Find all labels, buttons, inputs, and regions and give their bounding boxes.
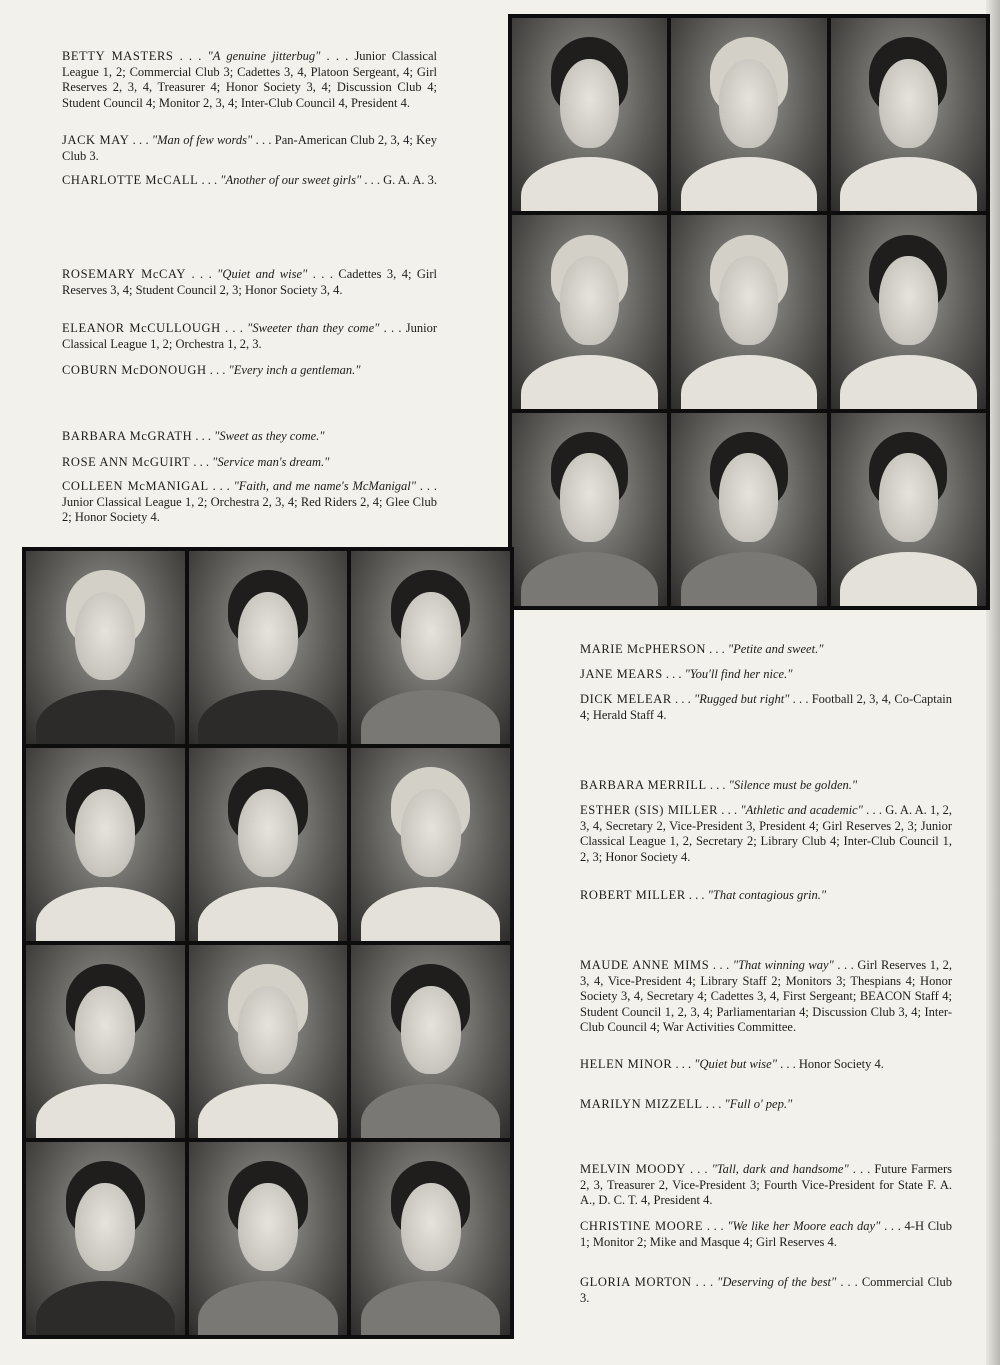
portrait-photo — [351, 1142, 510, 1335]
senior-quote: "Petite and sweet." — [727, 642, 824, 656]
senior-name: BARBARA McGRATH — [62, 429, 193, 443]
senior-quote: "Sweeter than they come" — [247, 321, 380, 335]
senior-name: COBURN McDONOUGH — [62, 363, 207, 377]
portrait-grid-bottom-left — [22, 547, 514, 1339]
senior-entry: DICK MELEAR . . . "Rugged but right" . . . Football 2, 3, 4, Co-Captain 4; Herald Staff 4. — [580, 692, 953, 722]
senior-name: MELVIN MOODY — [580, 1162, 686, 1176]
senior-name: JACK MAY — [62, 133, 130, 147]
senior-entry: ESTHER (SIS) MILLER . . . "Athletic and academic" . . . G. A. A. 1, 2, 3, 4, Secretary 2, Vice-President 3, President 4; Girl Reserves 2, 3; Junior Classical League 1, 2, Secretary 2; Library Club 4; Inter-Club Council 1, 2, 3; Honor Society 4. — [580, 803, 953, 864]
senior-name: CHRISTINE MOORE — [580, 1219, 704, 1233]
senior-activities: Junior Classical League 1, 2; Orchestra 2, 3, 4; Red Riders 2, 4; Glee Club 2; Honor Society 4. — [62, 494, 437, 524]
senior-name: DICK MELEAR — [580, 692, 672, 706]
senior-name: BETTY MASTERS — [62, 49, 174, 63]
senior-entry: HELEN MINOR . . . "Quiet but wise" . . . Honor Society 4. — [580, 1057, 884, 1071]
portrait-photo — [351, 748, 510, 941]
portrait-photo — [189, 945, 348, 1138]
senior-activities: Future Farmers 2, 3, Treasurer 2, Vice-President 3; Fourth Vice-President for State F. A. A., D. C. T. 4, President 4. — [580, 1162, 952, 1207]
senior-entry: ROSEMARY McCAY . . . "Quiet and wise" . . . Cadettes 3, 4; Girl Reserves 3, 4; Student Council 2, 3; Honor Society 3, 4. — [62, 267, 438, 297]
senior-quote: "That contagious grin." — [707, 888, 827, 902]
senior-quote: "Man of few words" — [151, 133, 253, 147]
senior-name: COLLEEN McMANIGAL — [62, 479, 209, 493]
portrait-photo — [831, 413, 986, 606]
senior-name: ROSE ANN McGUIRT — [62, 455, 191, 469]
senior-entry: MELVIN MOODY . . . "Tall, dark and handsome" . . . Future Farmers 2, 3, Treasurer 2, Vice-President 3; Fourth Vice-President for State F. A. A., D. C. T. 4, President 4. — [580, 1162, 952, 1207]
portrait-photo — [189, 551, 348, 744]
senior-quote: "Quiet and wise" — [217, 267, 308, 281]
portrait-photo — [351, 945, 510, 1138]
portrait-photo — [831, 215, 986, 408]
senior-name: ESTHER (SIS) MILLER — [580, 803, 719, 817]
portrait-photo — [512, 18, 667, 211]
senior-entry: MAUDE ANNE MIMS . . . "That winning way" . . . Girl Reserves 1, 2, 3, 4, Vice-President 4; Library Staff 2; Monitors 3; Thespians 4; Honor Society 3, 4, Secretary 4; Cadettes 3, 4, First Sergeant; BEACON Staff 4; Student Council 1, 2, 3, 4; Parliamentarian 4; Discussion Club 3, 4; Inter-Club Council 4; War Activities Committee. — [580, 958, 953, 1034]
portrait-photo — [351, 551, 510, 744]
senior-name: ROBERT MILLER — [580, 888, 686, 902]
senior-name: GLORIA MORTON — [580, 1275, 692, 1289]
senior-activities: Girl Reserves 1, 2, 3, 4, Vice-President 4; Library Staff 2; Monitors 3; Thespians 4; Honor Society 3, 4, Secretary 4; Cadettes 3, 4, First Sergeant; BEACON Staff 4; Student Council 1, 2, 3, 4; Parliamentarian 4; Discussion Club 3, 4; Inter-Club Council 4; War Activities Committee. — [580, 958, 953, 1034]
senior-name: MARILYN MIZZELL — [580, 1097, 703, 1111]
senior-entry: BARBARA McGRATH . . . "Sweet as they come." — [62, 429, 325, 443]
portrait-photo — [671, 413, 826, 606]
senior-activities: G. A. A. 3. — [383, 173, 437, 187]
senior-quote: "Faith, and me name's McManigal" — [233, 479, 417, 493]
senior-quote: "Sweet as they come." — [214, 429, 325, 443]
senior-name: CHARLOTTE McCALL — [62, 173, 199, 187]
senior-activities: Junior Classical League 1, 2; Commercial Club 3; Cadettes 3, 4, Platoon Sergeant, 4; Girl Reserves 2, 3, 4, Treasurer 4; Honor Society 3, 4; Discussion Club 4; Student Council 4; Monitor 2, 3, 4; Inter-Club Council 4, President 4. — [62, 49, 437, 110]
senior-entry: JANE MEARS . . . "You'll find her nice." — [580, 667, 793, 681]
portrait-photo — [512, 413, 667, 606]
senior-activities: Cadettes 3, 4; Girl Reserves 3, 4; Student Council 2, 3; Honor Society 3, 4. — [62, 267, 438, 297]
senior-entry: BETTY MASTERS . . . "A genuine jitterbug" . . . Junior Classical League 1, 2; Commercial Club 3; Cadettes 3, 4, Platoon Sergeant, 4; Girl Reserves 2, 3, 4, Treasurer 4; Honor Society 3, 4; Discussion Club 4; Student Council 4; Monitor 2, 3, 4; Inter-Club Council 4, President 4. — [62, 49, 437, 110]
senior-quote: "Another of our sweet girls" — [220, 173, 362, 187]
senior-entry: CHRISTINE MOORE . . . "We like her Moore each day" . . . 4-H Club 1; Monitor 2; Mike and Masque 4; Girl Reserves 4. — [580, 1219, 952, 1249]
portrait-photo — [189, 748, 348, 941]
senior-name: BARBARA MERRILL — [580, 778, 707, 792]
senior-entry: GLORIA MORTON . . . "Deserving of the best" . . . Commercial Club 3. — [580, 1275, 952, 1305]
senior-name: HELEN MINOR — [580, 1057, 673, 1071]
senior-entry: JACK MAY . . . "Man of few words" . . . Pan-American Club 2, 3, 4; Key Club 3. — [62, 133, 437, 163]
portrait-photo — [512, 215, 667, 408]
portrait-grid-top-right — [508, 14, 990, 610]
senior-quote: "We like her Moore each day" — [727, 1219, 881, 1233]
senior-entry: ROSE ANN McGUIRT . . . "Service man's dream." — [62, 455, 330, 469]
senior-quote: "Quiet but wise" — [694, 1057, 777, 1071]
senior-quote: "Athletic and academic" — [740, 803, 863, 817]
senior-quote: "Service man's dream." — [212, 455, 330, 469]
senior-entry: COBURN McDONOUGH . . . "Every inch a gentleman." — [62, 363, 361, 377]
senior-quote: "That winning way" — [732, 958, 834, 972]
portrait-photo — [831, 18, 986, 211]
senior-name: MARIE McPHERSON — [580, 642, 707, 656]
portrait-photo — [189, 1142, 348, 1335]
senior-name: MAUDE ANNE MIMS — [580, 958, 710, 972]
senior-quote: "Rugged but right" — [694, 692, 790, 706]
senior-activities: Commercial Club 3. — [580, 1275, 952, 1305]
senior-entry: COLLEEN McMANIGAL . . . "Faith, and me name's McManigal" . . . Junior Classical League 1, 2; Orchestra 2, 3, 4; Red Riders 2, 4; Glee Club 2; Honor Society 4. — [62, 479, 438, 524]
senior-quote: "A genuine jitterbug" — [207, 49, 321, 63]
senior-activities: Football 2, 3, 4, Co-Captain 4; Herald Staff 4. — [580, 692, 953, 722]
portrait-photo — [26, 748, 185, 941]
senior-quote: "Tall, dark and handsome" — [711, 1162, 849, 1176]
senior-quote: "Every inch a gentleman." — [228, 363, 361, 377]
portrait-photo — [671, 215, 826, 408]
senior-activities: Junior Classical League 1, 2; Orchestra 1, 2, 3. — [62, 321, 438, 351]
senior-quote: "You'll find her nice." — [684, 667, 793, 681]
senior-entry: ELEANOR McCULLOUGH . . . "Sweeter than they come" . . . Junior Classical League 1, 2; Orchestra 1, 2, 3. — [62, 321, 438, 351]
senior-name: JANE MEARS — [580, 667, 663, 681]
senior-quote: "Full o' pep." — [724, 1097, 793, 1111]
portrait-photo — [26, 1142, 185, 1335]
senior-quote: "Deserving of the best" — [717, 1275, 837, 1289]
senior-activities: Pan-American Club 2, 3, 4; Key Club 3. — [62, 133, 437, 163]
senior-name: ELEANOR McCULLOUGH — [62, 321, 221, 335]
senior-entry: MARILYN MIZZELL . . . "Full o' pep." — [580, 1097, 793, 1111]
senior-entry: CHARLOTTE McCALL . . . "Another of our sweet girls" . . . G. A. A. 3. — [62, 173, 437, 187]
portrait-photo — [26, 551, 185, 744]
senior-activities: G. A. A. 1, 2, 3, 4, Secretary 2, Vice-President 3, President 4; Girl Reserves 2, 3; Junior Classical League 1, 2, Secretary 2; Library Club 4; Inter-Club Council 1, 2, 3; Honor Society 4. — [580, 803, 953, 864]
senior-activities: Honor Society 4. — [798, 1057, 884, 1071]
senior-entry: MARIE McPHERSON . . . "Petite and sweet." — [580, 642, 824, 656]
senior-activities: 4-H Club 1; Monitor 2; Mike and Masque 4; Girl Reserves 4. — [580, 1219, 952, 1249]
portrait-photo — [26, 945, 185, 1138]
senior-entry: BARBARA MERRILL . . . "Silence must be golden." — [580, 778, 858, 792]
portrait-photo — [671, 18, 826, 211]
senior-entry: ROBERT MILLER . . . "That contagious grin." — [580, 888, 827, 902]
senior-quote: "Silence must be golden." — [728, 778, 858, 792]
senior-name: ROSEMARY McCAY — [62, 267, 187, 281]
